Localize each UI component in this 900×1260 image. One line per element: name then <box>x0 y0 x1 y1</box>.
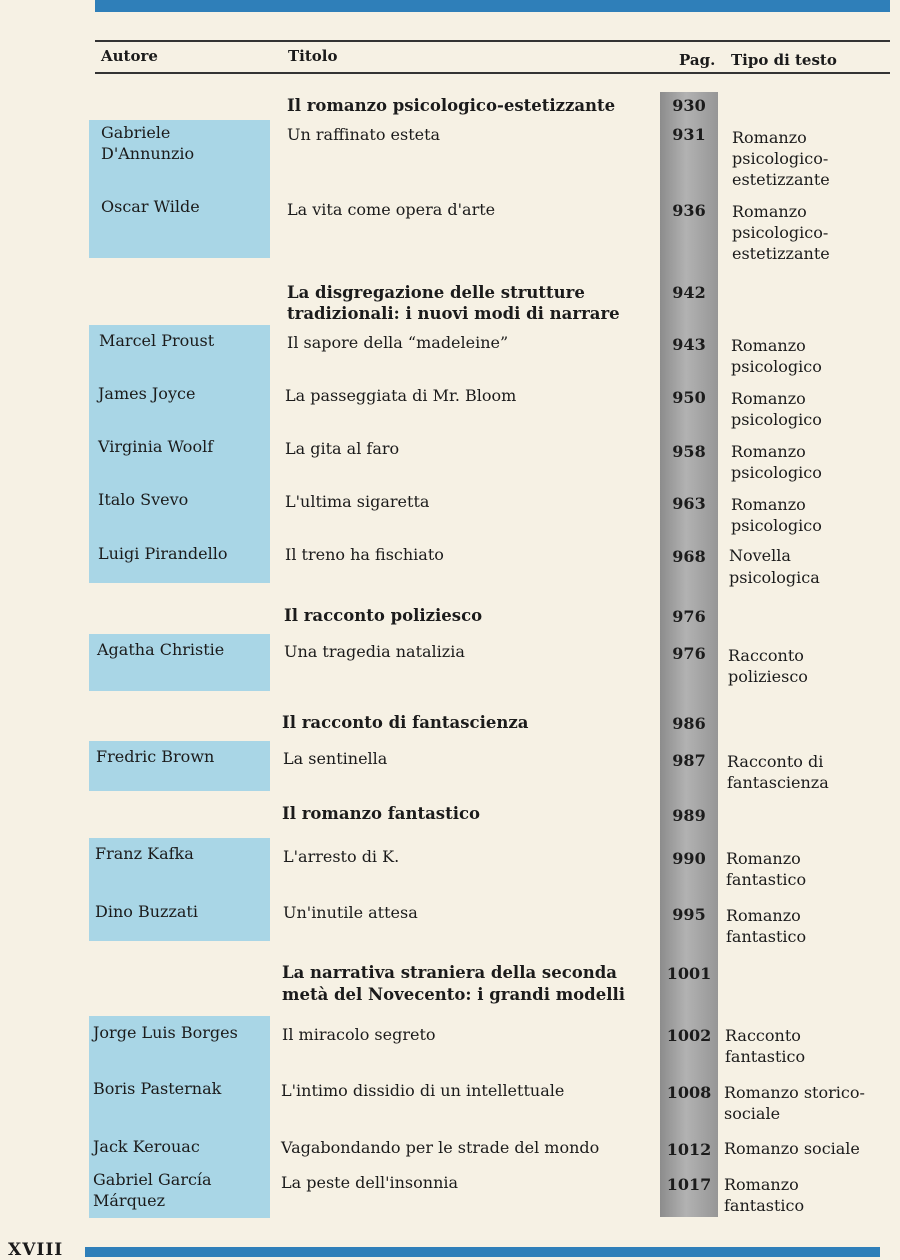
entry-title: La peste dell'insonnia <box>281 1173 459 1192</box>
entry-title: Una tragedia natalizia <box>284 642 465 661</box>
entry-type-line2: psicologico <box>731 516 822 535</box>
entry-author: Oscar Wilde <box>101 197 200 216</box>
entry-type: Romanzo <box>731 336 806 355</box>
entry-type: Romanzo storico- <box>724 1083 865 1102</box>
entry-type: Racconto di <box>727 752 824 771</box>
entry-type-line2: psicologica <box>729 568 820 587</box>
entry-type-line2: fantastico <box>726 927 807 946</box>
entry-title: Il treno ha fischiato <box>285 545 444 564</box>
entry-author: Virginia Woolf <box>98 437 214 456</box>
entry-type: Romanzo <box>732 128 807 147</box>
header-bottom-rule <box>95 72 890 74</box>
section-title: Il racconto poliziesco <box>284 606 483 625</box>
page-folio-number: XVIII <box>8 1240 64 1260</box>
bottom-color-band <box>85 1247 880 1257</box>
entry-author: Italo Svevo <box>98 490 189 509</box>
entry-author: Marcel Proust <box>99 331 215 350</box>
section-title-line2: metà del Novecento: i grandi modelli <box>282 985 626 1004</box>
entry-title: Il miracolo segreto <box>282 1025 436 1044</box>
entry-page: 987 <box>672 751 706 770</box>
entry-author: James Joyce <box>98 384 196 403</box>
entry-type: Romanzo <box>726 906 801 925</box>
entry-type: Romanzo <box>732 202 807 221</box>
section-title: Il romanzo fantastico <box>282 804 481 823</box>
entry-author: Fredric Brown <box>96 747 215 766</box>
header-top-rule <box>95 40 890 42</box>
entry-title: La vita come opera d'arte <box>287 200 496 219</box>
entry-type: Romanzo <box>724 1175 799 1194</box>
entry-page: 968 <box>672 547 706 566</box>
entry-author: Jack Kerouac <box>93 1137 200 1156</box>
entry-type-line2: fantastico <box>726 870 807 889</box>
entry-page: 931 <box>672 125 706 144</box>
entry-page: 936 <box>672 201 706 220</box>
section-title: Il racconto di fantascienza <box>282 713 529 732</box>
section-title: Il romanzo psicologico-estetizzante <box>287 96 616 115</box>
entry-type-line2: psicologico <box>731 463 822 482</box>
entry-type: Romanzo <box>731 389 806 408</box>
entry-page: 963 <box>672 494 706 513</box>
entry-page: 1012 <box>666 1140 712 1159</box>
entry-title: L'ultima sigaretta <box>285 492 430 511</box>
entry-author: Gabriele <box>101 123 171 142</box>
entry-author: Franz Kafka <box>95 844 194 863</box>
section-page: 989 <box>672 806 706 825</box>
entry-author: Agatha Christie <box>97 640 225 659</box>
entry-type-line3: estetizzante <box>732 244 830 263</box>
header-title: Titolo <box>288 47 338 65</box>
section-page: 986 <box>672 714 706 733</box>
entry-type-line2: psicologico <box>731 357 822 376</box>
entry-page: 1008 <box>666 1083 712 1102</box>
entry-type: Racconto <box>725 1026 801 1045</box>
section-page: 930 <box>672 96 706 115</box>
entry-page: 943 <box>672 335 706 354</box>
section-page: 1001 <box>666 964 712 983</box>
entry-page: 958 <box>672 442 706 461</box>
entry-page: 950 <box>672 388 706 407</box>
entry-type: Romanzo <box>731 442 806 461</box>
header-page: Pag. <box>679 51 716 69</box>
entry-title: La passeggiata di Mr. Bloom <box>285 386 517 405</box>
section-title-line2: tradizionali: i nuovi modi di narrare <box>287 304 620 323</box>
entry-type-line2: fantascienza <box>727 773 829 792</box>
entry-type-line2: psicologico- <box>732 223 829 242</box>
entry-author-line2: Márquez <box>93 1191 166 1210</box>
section-page: 976 <box>672 607 706 626</box>
entry-type-line2: psicologico <box>731 410 822 429</box>
entry-type: Romanzo <box>731 495 806 514</box>
entry-author: Dino Buzzati <box>95 902 198 921</box>
entry-type-line2: psicologico- <box>732 149 829 168</box>
entry-page: 1002 <box>666 1026 712 1045</box>
entry-title: L'intimo dissidio di un intellettuale <box>281 1081 565 1100</box>
entry-title: La gita al faro <box>285 439 400 458</box>
section-page: 942 <box>672 283 706 302</box>
entry-type: Novella <box>729 546 791 565</box>
entry-page: 1017 <box>666 1175 712 1194</box>
section-title: La narrativa straniera della seconda <box>282 963 617 982</box>
entry-type: Romanzo sociale <box>724 1139 860 1158</box>
entry-author: Jorge Luis Borges <box>93 1023 238 1042</box>
entry-type-line2: sociale <box>724 1104 781 1123</box>
entry-title: Un'inutile attesa <box>283 903 418 922</box>
entry-title: La sentinella <box>283 749 388 768</box>
entry-type-line2: poliziesco <box>728 667 808 686</box>
entry-author-line2: D'Annunzio <box>101 144 195 163</box>
header-author: Autore <box>101 47 158 65</box>
entry-title: Il sapore della “madeleine” <box>287 333 509 352</box>
entry-page: 990 <box>672 849 706 868</box>
entry-page: 976 <box>672 644 706 663</box>
section-title: La disgregazione delle strutture <box>287 283 585 302</box>
entry-title: L'arresto di K. <box>283 847 400 866</box>
entry-author: Gabriel García <box>93 1170 212 1189</box>
entry-author: Luigi Pirandello <box>98 544 228 563</box>
entry-author: Boris Pasternak <box>93 1079 222 1098</box>
entry-type: Racconto <box>728 646 804 665</box>
entry-title: Un raffinato esteta <box>287 125 441 144</box>
top-color-band <box>95 0 890 12</box>
entry-page: 995 <box>672 905 706 924</box>
entry-type: Romanzo <box>726 849 801 868</box>
entry-type-line2: fantastico <box>724 1196 805 1215</box>
entry-title: Vagabondando per le strade del mondo <box>281 1138 600 1157</box>
entry-type-line2: fantastico <box>725 1047 806 1066</box>
entry-type-line3: estetizzante <box>732 170 830 189</box>
header-text-type: Tipo di testo <box>731 51 837 69</box>
